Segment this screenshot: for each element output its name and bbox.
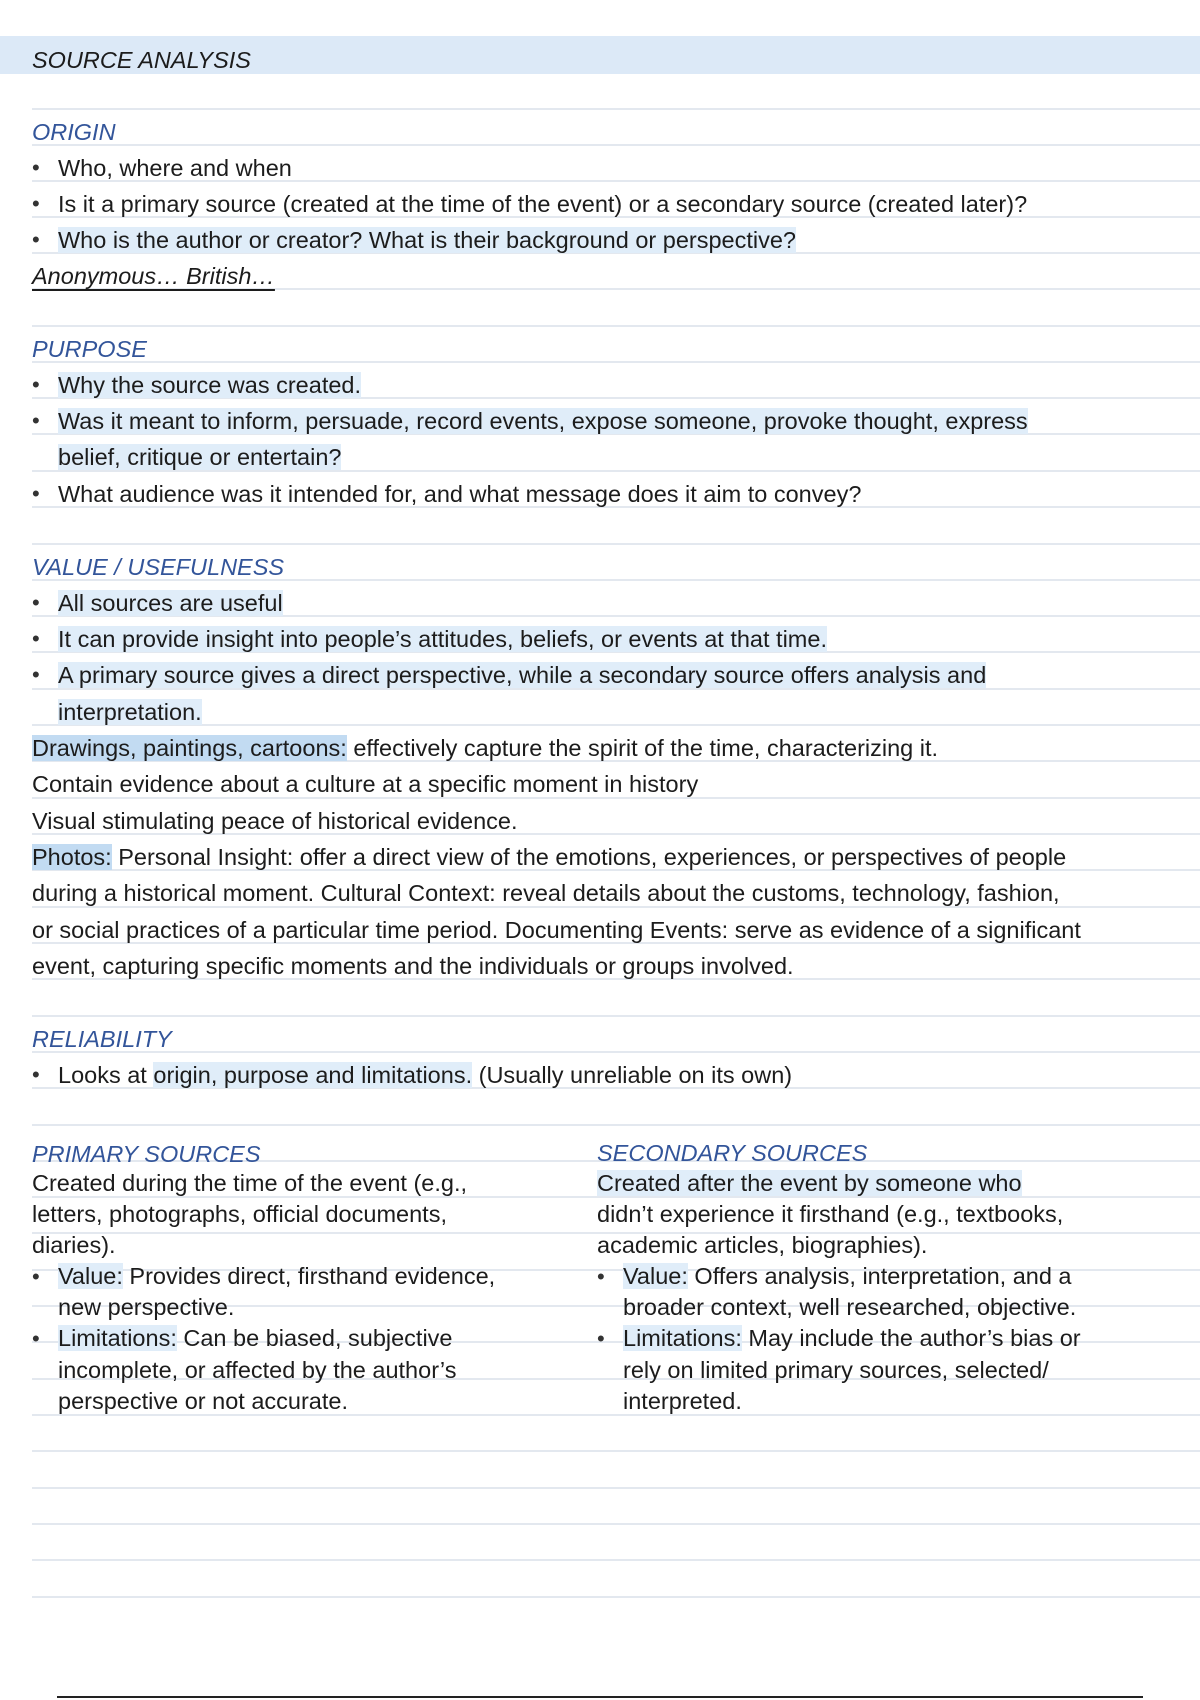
ruled-line xyxy=(32,1450,1200,1452)
drawings-line xyxy=(32,730,938,766)
ruled-line xyxy=(32,108,1200,110)
secondary-line: academic articles, biographies). xyxy=(597,1232,928,1258)
origin-bullet xyxy=(58,222,796,258)
primary-limitations xyxy=(58,1323,453,1354)
bullet-icon: • xyxy=(32,1062,40,1087)
highlighted-text: Was it meant to inform, persuade, record events, expose someone, provoke thought, express xyxy=(58,408,1028,434)
photos-line: during a historical moment. Cultural Context: reveal details about the customs, technology, fashion, xyxy=(32,880,1060,906)
bullet-icon: • xyxy=(32,1264,40,1289)
value-heading: VALUE / USEFULNESS xyxy=(32,554,285,580)
highlighted-text: All sources are useful xyxy=(58,590,283,616)
bullet-icon: • xyxy=(32,590,40,615)
ruled-line xyxy=(32,1487,1200,1489)
secondary-limitations-cont: interpreted. xyxy=(623,1388,742,1414)
value-text: Provides direct, firsthand evidence, xyxy=(122,1263,496,1289)
bullet-icon: • xyxy=(32,227,40,252)
primary-line: letters, photographs, official documents, xyxy=(32,1201,447,1227)
secondary-value-cont: broader context, well researched, objective. xyxy=(623,1294,1077,1320)
highlighted-text: origin, purpose and limitations. xyxy=(153,1062,473,1088)
bullet-icon: • xyxy=(32,408,40,433)
bullet-icon: • xyxy=(32,372,40,397)
ruled-line xyxy=(32,1051,1200,1053)
limitations-label: Limitations: xyxy=(623,1325,742,1351)
ruled-line xyxy=(32,1559,1200,1561)
highlighted-text: A primary source gives a direct perspective, while a secondary source offers analysis and xyxy=(58,662,987,688)
reliability-heading: RELIABILITY xyxy=(32,1026,172,1052)
highlighted-text: Created after the event by someone who xyxy=(597,1170,1022,1196)
reliability-bullet xyxy=(58,1057,792,1093)
primary-line: diaries). xyxy=(32,1232,116,1258)
limitations-label: Limitations: xyxy=(58,1325,177,1351)
origin-bullet: Is it a primary source (created at the time of the event) or a secondary source (created later)? xyxy=(58,191,1028,217)
reliability-text: (Usually unreliable on its own) xyxy=(472,1062,793,1088)
primary-limitations-cont: perspective or not accurate. xyxy=(58,1388,348,1414)
purpose-bullet: What audience was it intended for, and what message does it aim to convey? xyxy=(58,481,862,507)
highlighted-text: belief, critique or entertain? xyxy=(58,444,342,470)
limitations-text: May include the author’s bias or xyxy=(741,1325,1081,1351)
value-bullet xyxy=(58,621,827,657)
primary-value-cont: new perspective. xyxy=(58,1294,235,1320)
highlighted-text: Who is the author or creator? What is their background or perspective? xyxy=(58,227,797,253)
value-label: Value: xyxy=(58,1263,123,1289)
photos-line xyxy=(32,839,1066,875)
limitations-text: Can be biased, subjective xyxy=(176,1325,453,1351)
secondary-value xyxy=(623,1261,1072,1292)
ruled-line xyxy=(32,1124,1200,1126)
ruled-line xyxy=(32,1523,1200,1525)
photos-line: or social practices of a particular time period. Documenting Events: serve as evidence of a significant xyxy=(32,917,1081,943)
origin-bullet: Who, where and when xyxy=(58,155,292,181)
value-label: Value: xyxy=(623,1263,688,1289)
secondary-heading: SECONDARY SOURCES xyxy=(597,1140,868,1166)
bullet-icon: • xyxy=(32,1326,40,1351)
ruled-line xyxy=(32,724,1200,726)
secondary-limitations xyxy=(623,1323,1081,1354)
reliability-text: Looks at xyxy=(58,1062,154,1088)
bullet-icon: • xyxy=(597,1264,605,1289)
highlighted-text: Why the source was created. xyxy=(58,372,362,398)
purpose-heading: PURPOSE xyxy=(32,336,147,362)
bullet-icon: • xyxy=(32,191,40,216)
purpose-bullet xyxy=(58,403,1028,439)
primary-limitations-cont: incomplete, or affected by the author’s xyxy=(58,1357,457,1383)
photos-line: event, capturing specific moments and the individuals or groups involved. xyxy=(32,953,794,979)
value-text: Offers analysis, interpretation, and a xyxy=(687,1263,1072,1289)
culture-line: Contain evidence about a culture at a specific moment in history xyxy=(32,771,699,797)
secondary-limitations-cont: rely on limited primary sources, selected/ xyxy=(623,1357,1049,1383)
primary-value xyxy=(58,1261,495,1292)
bullet-icon: • xyxy=(597,1326,605,1351)
ruled-line xyxy=(32,543,1200,545)
primary-line: Created during the time of the event (e.g., xyxy=(32,1170,468,1196)
secondary-line: didn’t experience it firsthand (e.g., textbooks, xyxy=(597,1201,1064,1227)
value-bullet xyxy=(58,657,986,693)
bullet-icon: • xyxy=(32,626,40,651)
value-bullet-cont xyxy=(58,694,202,730)
ruled-line xyxy=(32,1015,1200,1017)
bullet-icon: • xyxy=(32,481,40,506)
bottom-divider xyxy=(57,1696,1143,1698)
photos-text: Personal Insight: offer a direct view of the emotions, experiences, or perspectives of people xyxy=(111,844,1067,870)
value-bullet xyxy=(58,585,283,621)
drawings-label: Drawings, paintings, cartoons: xyxy=(32,735,347,761)
highlighted-text: interpretation. xyxy=(58,699,202,725)
origin-heading: ORIGIN xyxy=(32,119,116,145)
ruled-line xyxy=(32,325,1200,327)
origin-note: Anonymous… British… xyxy=(32,263,275,289)
drawings-text: effectively capture the spirit of the time, characterizing it. xyxy=(346,735,939,761)
page-title: SOURCE ANALYSIS xyxy=(32,47,251,73)
purpose-bullet-cont xyxy=(58,439,341,475)
bullet-icon: • xyxy=(32,155,40,180)
secondary-line xyxy=(597,1168,1022,1199)
ruled-line xyxy=(32,144,1200,146)
purpose-bullet xyxy=(58,367,361,403)
bullet-icon: • xyxy=(32,662,40,687)
primary-heading: PRIMARY SOURCES xyxy=(32,1141,261,1167)
highlighted-text: It can provide insight into people’s attitudes, beliefs, or events at that time. xyxy=(58,626,827,652)
visual-line: Visual stimulating peace of historical evidence. xyxy=(32,808,518,834)
photos-label: Photos: xyxy=(32,844,112,870)
ruled-line xyxy=(32,1596,1200,1598)
ruled-line xyxy=(32,361,1200,363)
